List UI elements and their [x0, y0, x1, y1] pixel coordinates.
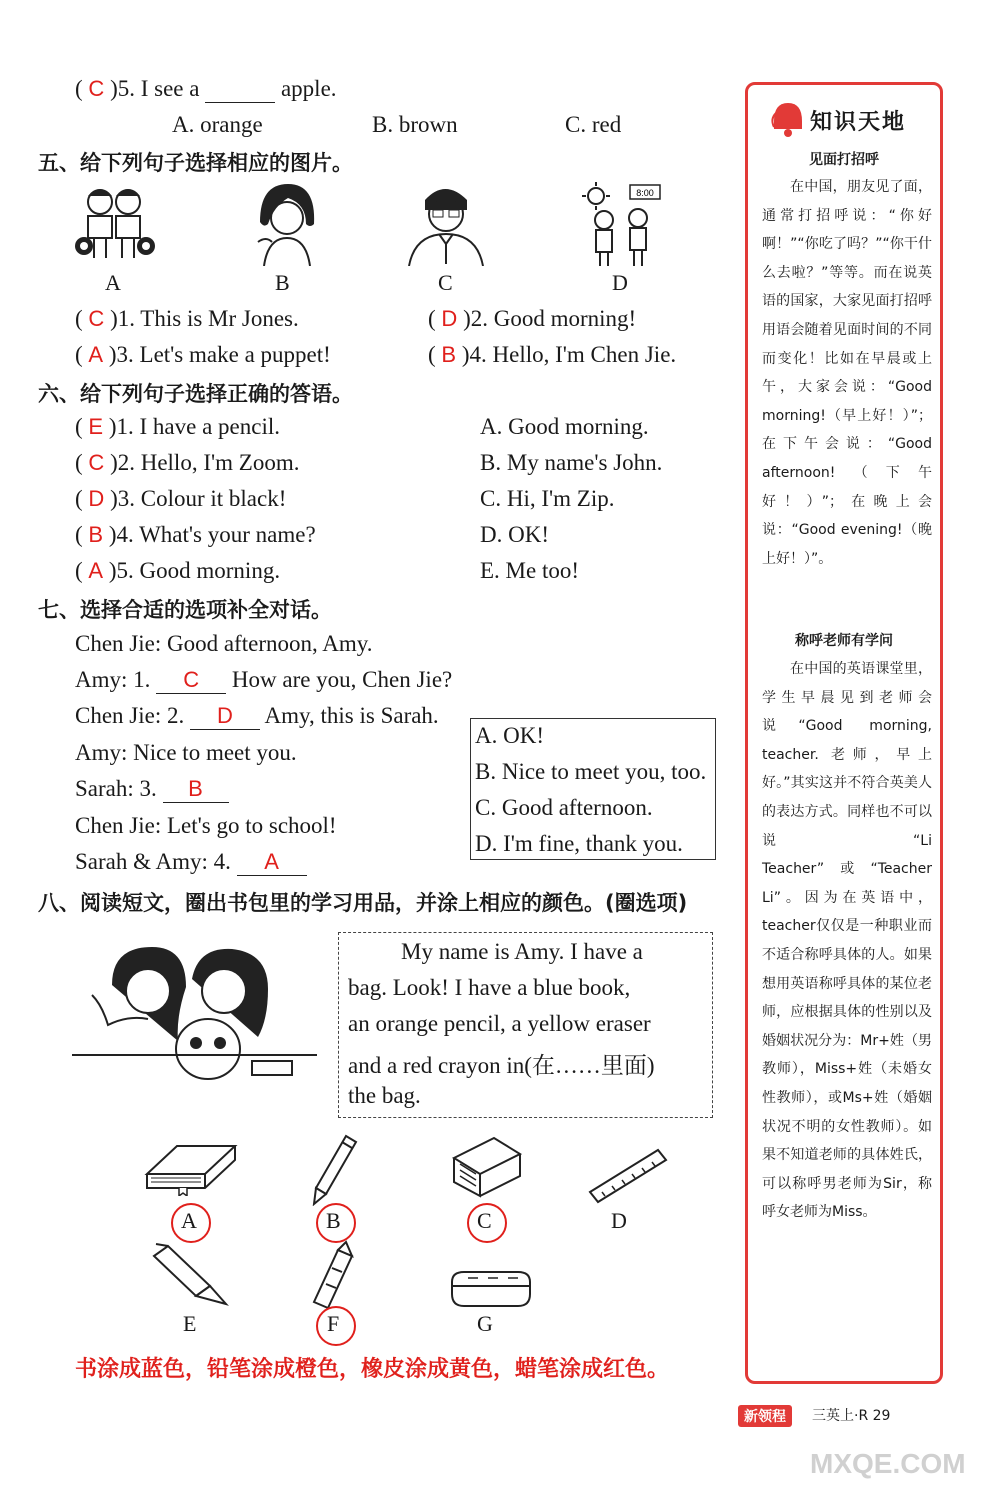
- s6-option-a: A. Good morning.: [480, 414, 649, 439]
- pic-label-a: A: [105, 270, 121, 295]
- answer-mark: C: [88, 76, 105, 101]
- dialog-line-2: Amy: 1. C How are you, Chen Jie?: [75, 667, 453, 692]
- option-a: A. orange: [172, 112, 263, 137]
- color-instruction: 书涂成蓝色，铅笔涂成橙色，橡皮涂成黄色，蜡笔涂成红色。: [75, 1357, 670, 1382]
- book-icon: [143, 1140, 238, 1196]
- dialog-options-box: [470, 718, 716, 860]
- dialog-option-c: C. Good afternoon.: [475, 795, 653, 820]
- s6-option-b: B. My name's John.: [480, 450, 663, 475]
- pic-label-c: C: [438, 270, 453, 295]
- girls-with-bag-image: [72, 945, 322, 1095]
- girl-waving-image: [250, 182, 320, 266]
- eraser-icon: [450, 1134, 524, 1198]
- reading-passage: [338, 932, 713, 1118]
- item-label-f: F: [327, 1311, 340, 1336]
- dialog-option-d: D. I'm fine, thank you.: [475, 831, 683, 856]
- crayon-icon: [310, 1240, 360, 1312]
- dialog-option-b: B. Nice to meet you, too.: [475, 759, 707, 784]
- knowledge-sidebar: [745, 82, 943, 1384]
- s6-option-c: C. Hi, I'm Zip.: [480, 486, 615, 511]
- sidebar-paragraph-2: 在中国的英语课堂里，学生早晨见到老师会说“Good morning, teacher. 老师，早上好。”其实这并不符合英美人的表达方式。同样也不可以说“Li Teacher”或“Teacher Li”。因为在英语中，teacher仅仅是一种职业而不适合称呼具体的人。如果想用英语称呼具体的某位老师，应根据具体的性别以及婚姻状况分为：Mr+姓（男教师），Miss+姓（未婚女性教师），或Ms+姓（婚姻状况不明的女性教师）。如果不知道老师的具体姓氏，可以称呼男老师为Sir，称呼女老师为Miss。: [762, 661, 932, 1221]
- s6-option-e: E. Me too!: [480, 558, 580, 583]
- dialog-line-7: Sarah & Amy: 4. A: [75, 849, 307, 876]
- dialog-line-6: Chen Jie: Let's go to school!: [75, 813, 337, 838]
- children-morning-image: [578, 182, 664, 268]
- pencil-case-icon: [448, 1268, 532, 1310]
- dialog-line-3: Chen Jie: 2. D Amy, this is Sarah.: [75, 703, 439, 728]
- item-label-g: G: [477, 1311, 493, 1336]
- sidebar-paragraph-1: 在中国，朋友见了面，通常打招呼说：“你好啊！”“你吃了吗？”“你干什么去啦？”等等。而在说英语的国家，大家见面打招呼用语会随着见面时间的不同而变化！比如在早晨或上午，大家会说：“Good morning!（早上好！）”；在下午会说：“Good afternoon!（下午好！）”；在晚上会说：“Good evening!（晚上好！）”。: [762, 179, 932, 567]
- dialog-line-4: Amy: Nice to meet you.: [75, 740, 297, 765]
- s5-item4: ( B )4. Hello, I'm Chen Jie.: [428, 342, 677, 367]
- ruler-icon: [588, 1146, 668, 1206]
- passage-line: an orange pencil, a yellow eraser: [348, 1011, 651, 1036]
- s6-item4: ( B )4. What's your name?: [75, 522, 316, 547]
- pencil-icon: [310, 1132, 360, 1206]
- s6-item5: ( A )5. Good morning.: [75, 558, 281, 583]
- brand-badge: 新领程: [738, 1405, 792, 1427]
- dialog-option-a: A. OK!: [475, 723, 544, 748]
- q4-item5: ( C )5. I see a apple.: [75, 76, 337, 101]
- section7-title: 七、选择合适的选项补全对话。: [38, 598, 332, 622]
- sidebar-subtitle-1: 见面打招呼: [809, 152, 879, 168]
- item-label-d: D: [611, 1208, 627, 1233]
- s6-option-d: D. OK!: [480, 522, 549, 547]
- dialog-line-5: Sarah: 3. B: [75, 776, 229, 803]
- pic-label-b: B: [275, 270, 290, 295]
- passage-line: My name is Amy. I have a: [401, 939, 643, 964]
- section5-title: 五、给下列句子选择相应的图片。: [38, 151, 353, 175]
- s6-item3: ( D )3. Colour it black!: [75, 486, 287, 511]
- s5-item3: ( A )3. Let's make a puppet!: [75, 342, 331, 367]
- item-label-a: A: [181, 1208, 197, 1233]
- clock-text: 8:00: [636, 188, 654, 198]
- watermark: MXQE.COM: [810, 1448, 966, 1479]
- section8-title: 八、阅读短文，圈出书包里的学习用品，并涂上相应的颜色。(圈选项): [38, 891, 688, 915]
- item-label-c: C: [477, 1208, 492, 1233]
- sidebar-title: 知识天地: [810, 110, 907, 135]
- blank: [205, 76, 275, 103]
- pic-label-d: D: [612, 270, 628, 295]
- dialog-line-1: Chen Jie: Good afternoon, Amy.: [75, 631, 373, 656]
- page-number: 三英上·R 29: [812, 1408, 891, 1424]
- s5-item1: ( C )1. This is Mr Jones.: [75, 306, 299, 331]
- item-label-e: E: [183, 1311, 197, 1336]
- s6-item2: ( C )2. Hello, I'm Zoom.: [75, 450, 300, 475]
- option-c: C. red: [565, 112, 622, 137]
- s5-item2: ( D )2. Good morning!: [428, 306, 637, 331]
- s6-item1: ( E )1. I have a pencil.: [75, 414, 281, 439]
- passage-line: the bag.: [348, 1083, 421, 1108]
- children-puppet-image: [70, 182, 160, 266]
- pen-icon: [150, 1242, 230, 1308]
- option-b: B. brown: [372, 112, 458, 137]
- teacher-man-image: [405, 180, 485, 266]
- bell-icon: [768, 99, 808, 139]
- passage-line: and a red crayon in(在……里面): [348, 1053, 655, 1078]
- section6-title: 六、给下列句子选择正确的答语。: [38, 382, 353, 406]
- item-label-b: B: [326, 1208, 341, 1233]
- sidebar-subtitle-2: 称呼老师有学问: [795, 633, 893, 649]
- passage-line: bag. Look! I have a blue book,: [348, 975, 631, 1000]
